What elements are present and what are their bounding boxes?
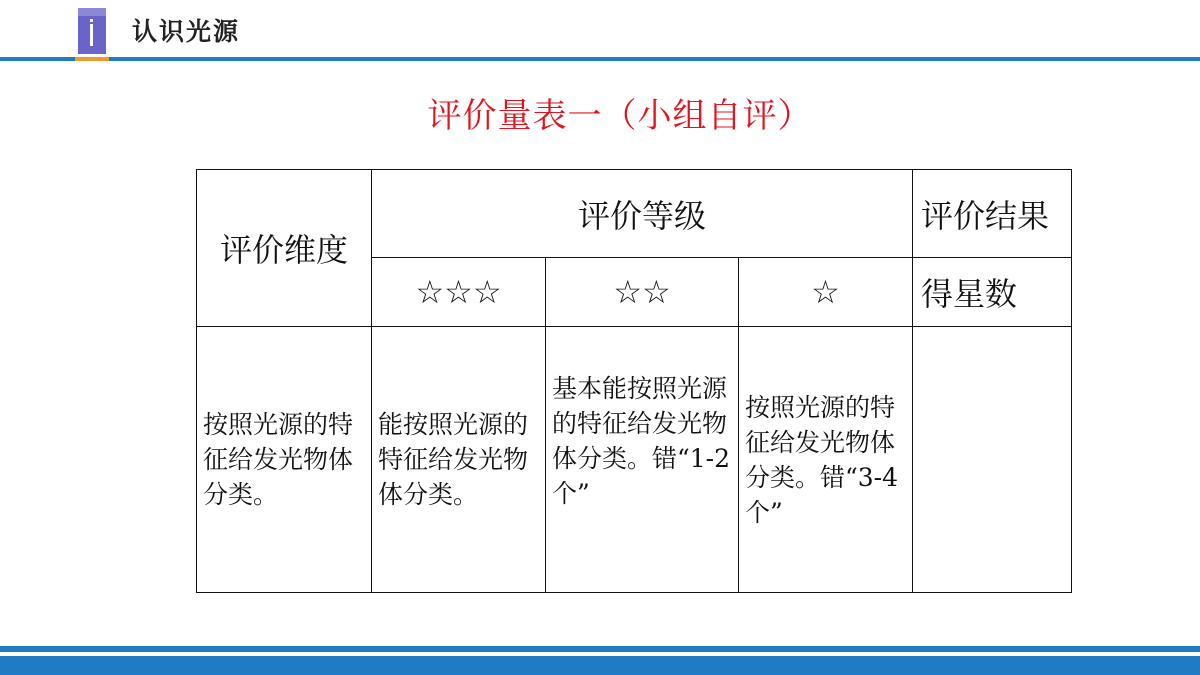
level-one-star: ☆ [739, 258, 913, 327]
header-divider [0, 57, 1200, 61]
header-title: 认识光源 [132, 17, 241, 46]
table-row [197, 327, 1072, 593]
header-divider-accent [75, 57, 109, 61]
result-cell [913, 327, 1072, 593]
page-title: 评价量表一（小组自评） [427, 96, 813, 136]
info-icon-cap [78, 8, 106, 16]
criteria-two-stars: 基本能按照光源的特征给发光物体分类。错“1-2个” [546, 327, 739, 593]
dimension-header: 评价维度 [197, 170, 372, 327]
level-two-stars: ☆☆ [546, 258, 739, 327]
evaluation-table [196, 169, 1072, 593]
result-header: 评价结果 [913, 170, 1072, 258]
criteria-three-stars: 能按照光源的特征给发光物体分类。 [372, 327, 546, 593]
table-header-row [197, 170, 1072, 258]
info-icon [78, 8, 106, 54]
info-icon-dot [90, 19, 93, 22]
info-icon-stem [90, 24, 93, 46]
criteria-one-star: 按照光源的特征给发光物体分类。错“3-4个” [739, 327, 913, 593]
dimension-cell: 按照光源的特征给发光物体分类。 [197, 327, 372, 593]
result-subheader: 得星数 [913, 258, 1072, 327]
footer-stripe-thin [0, 646, 1200, 652]
footer-stripe-thick [0, 656, 1200, 675]
level-header: 评价等级 [372, 170, 913, 258]
level-three-stars: ☆☆☆ [372, 258, 546, 327]
